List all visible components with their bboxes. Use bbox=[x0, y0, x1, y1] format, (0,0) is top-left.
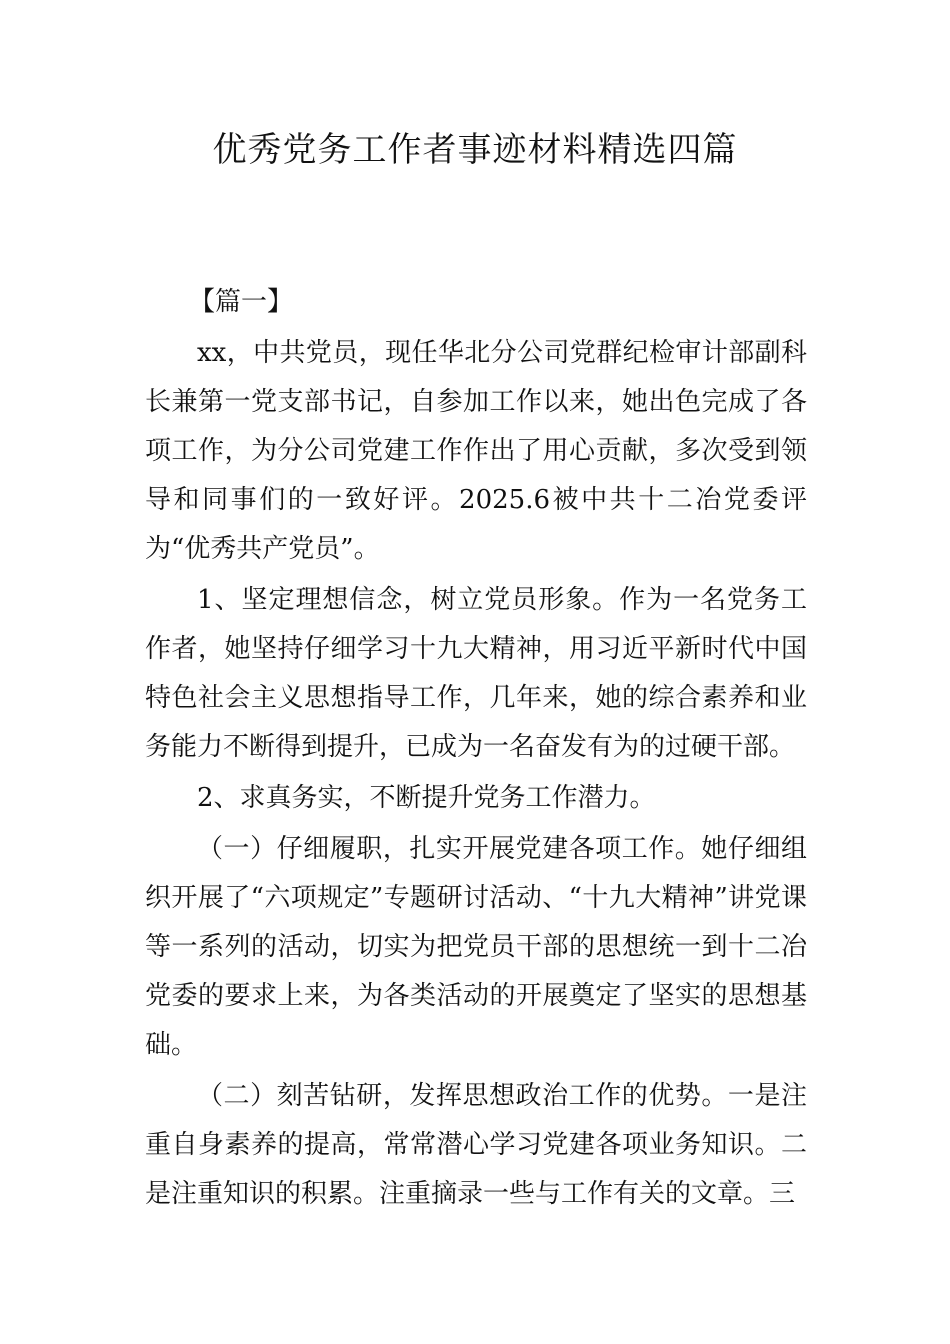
paragraph-point-2: 2、求真务实，不断提升党务工作潜力。 bbox=[197, 783, 656, 813]
paragraph-point-1: 1、坚定理想信念，树立党员形象。作为一名党务工作者，她坚持仔细学习十九大精神，用习近平新时代中国特色社会主义思想指导工作，几年来，她的综合素养和业务能力不断得到提升，已成为一名奋发有为的过硬干部。 bbox=[145, 585, 807, 762]
document-title: 优秀党务工作者事迹材料精选四篇 bbox=[212, 130, 738, 170]
section-label: 【篇一】 bbox=[189, 287, 294, 317]
document-body bbox=[145, 278, 807, 1221]
paragraph-intro: xx，中共党员，现任华北分公司党群纪检审计部副科长兼第一党支部书记，自参加工作以来，她出色完成了各项工作，为分公司党建工作作出了用心贡献，多次受到领导和同事们的一致好评。2025.6被中共十二冶党委评为“优秀共产党员”。 bbox=[145, 338, 807, 564]
paragraph-sub-1: （一）仔细履职，扎实开展党建各项工作。她仔细组织开展了“六项规定”专题研讨活动、“十九大精神”讲党课等一系列的活动，切实为把党员干部的思想统一到十二冶党委的要求上来，为各类活动的开展奠定了坚实的思想基础。 bbox=[145, 834, 807, 1060]
paragraph-sub-2: （二）刻苦钻研，发挥思想政治工作的优势。一是注重自身素养的提高，常常潜心学习党建各项业务知识。二是注重知识的积累。注重摘录一些与工作有关的文章。三 bbox=[145, 1081, 807, 1209]
